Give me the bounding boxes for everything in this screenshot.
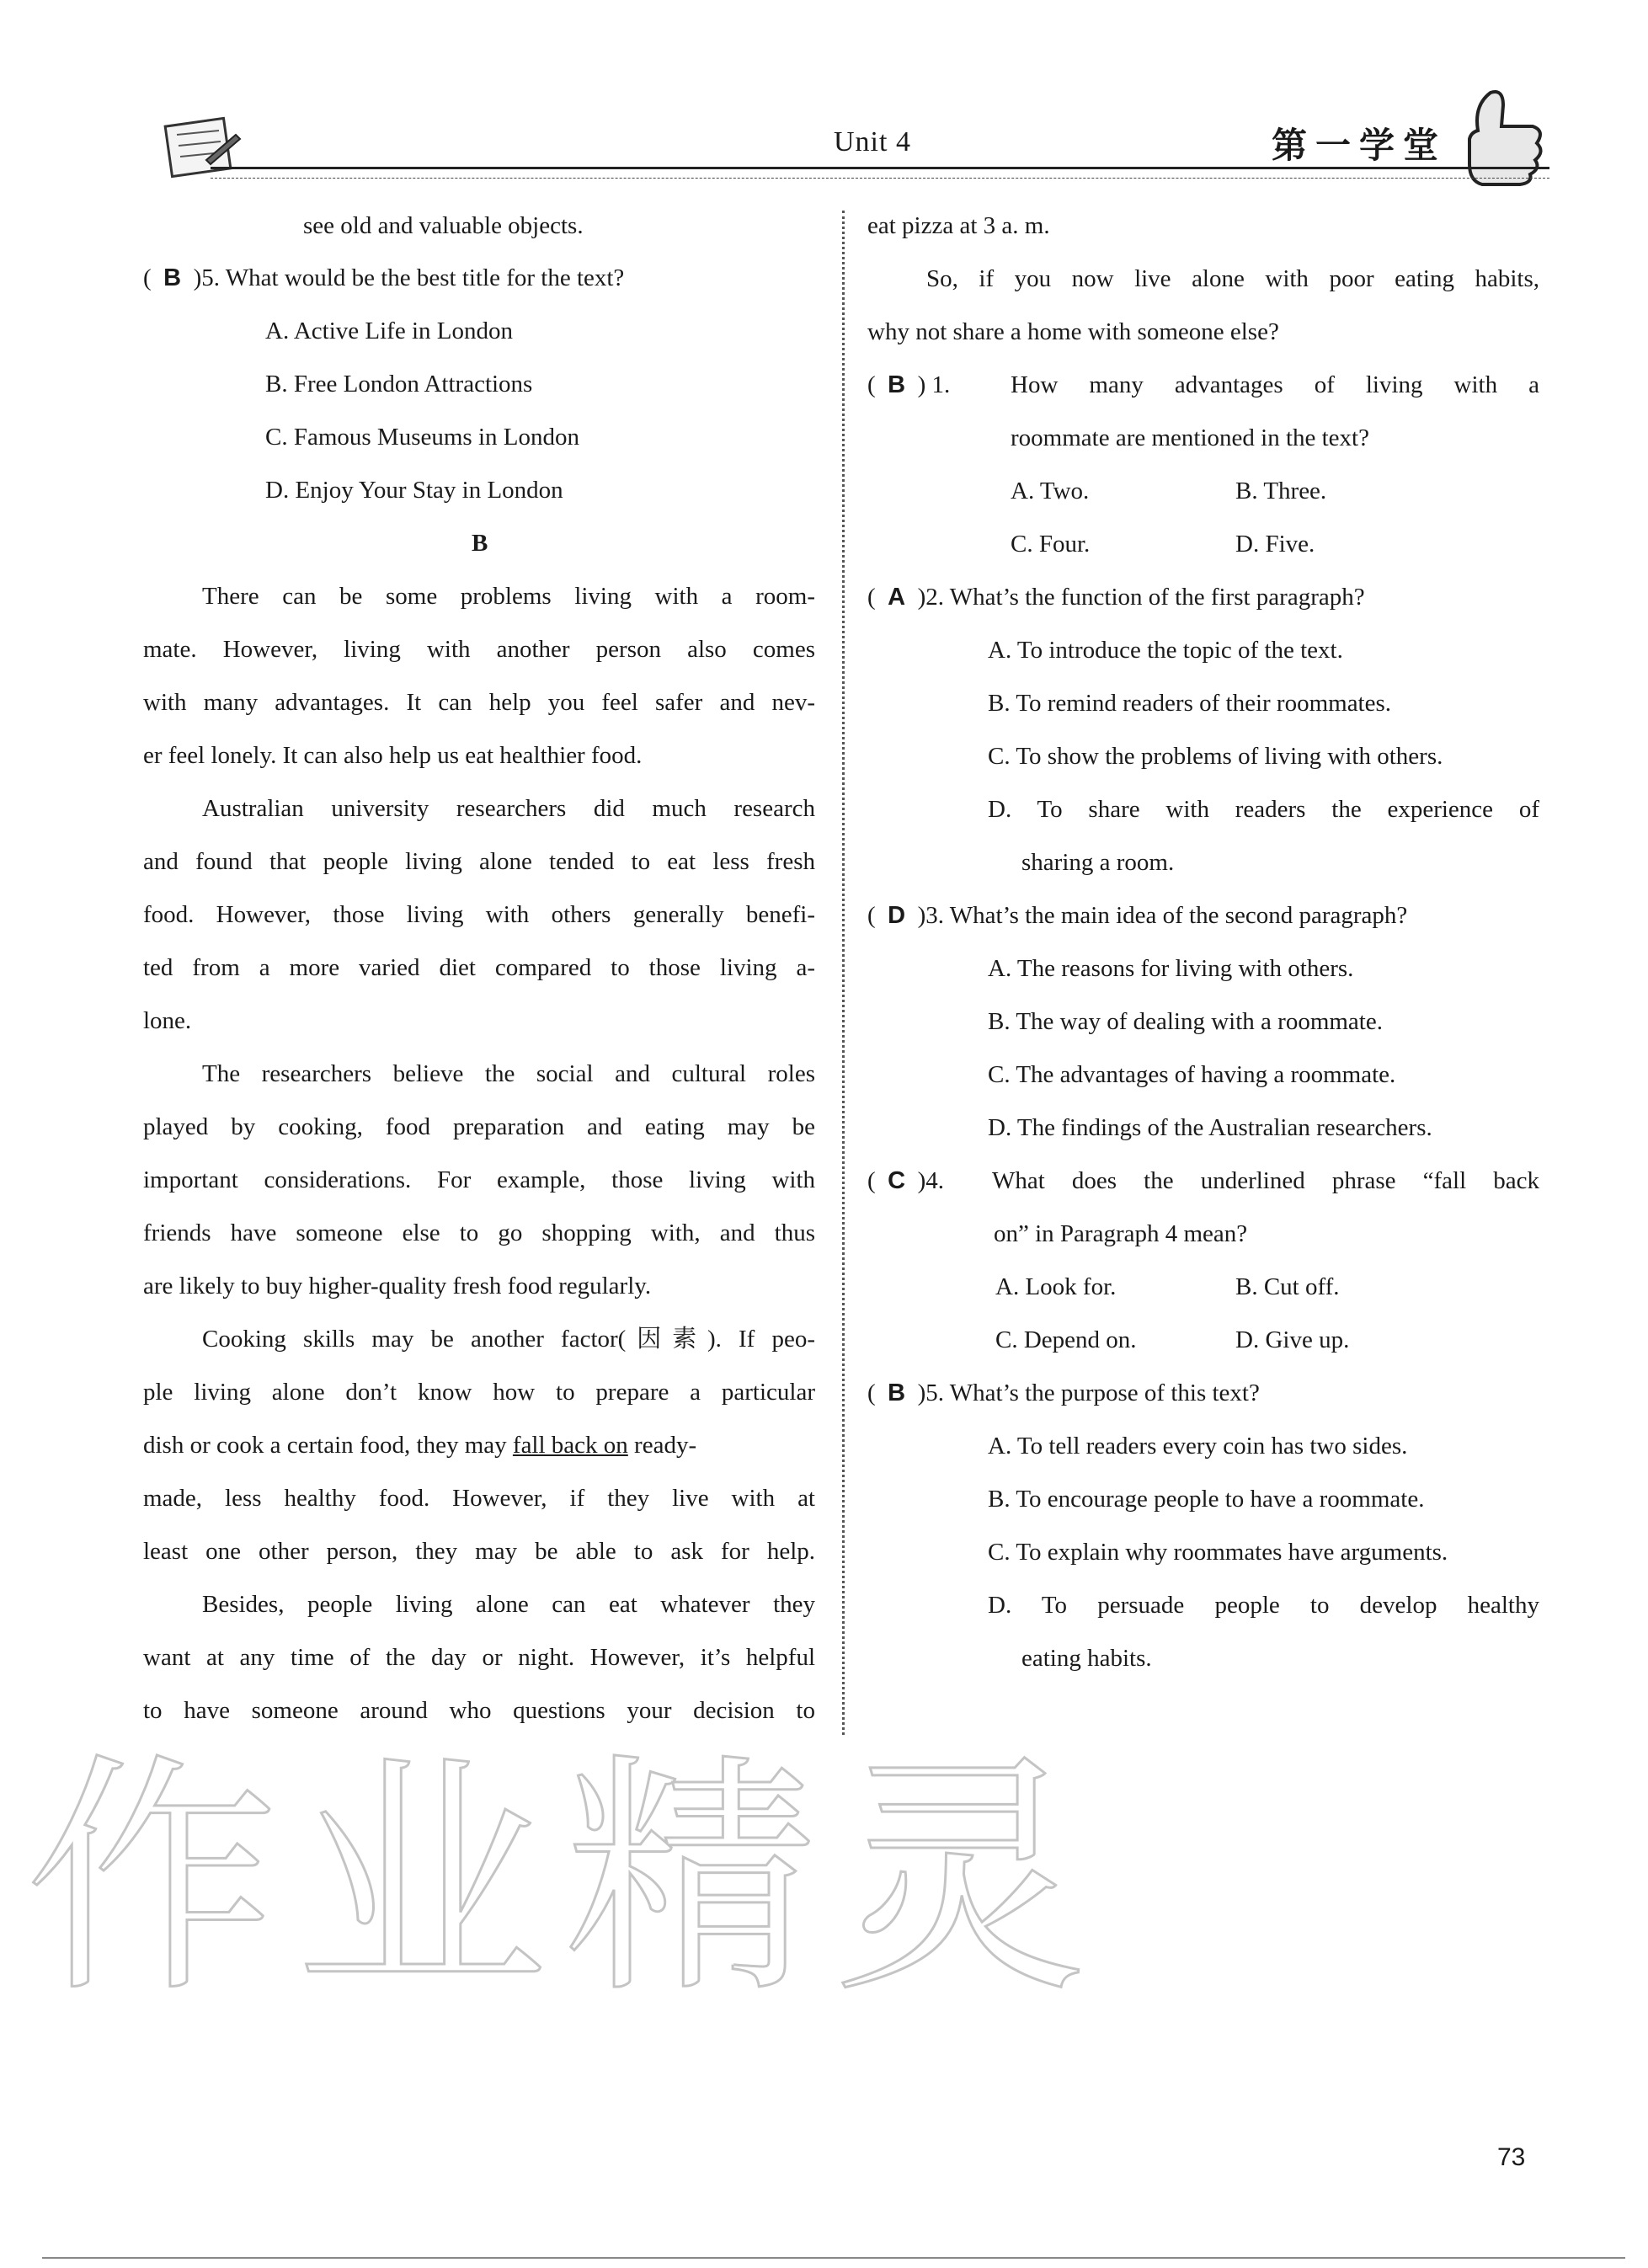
watermark: 作业精灵	[25, 1732, 1103, 2026]
option: A. Two.	[1011, 478, 1090, 504]
paragraph-line: The researchers believe the social and cultural roles	[202, 1060, 815, 1087]
question-2-stem: ( A )2. What’s the function of the first paragraph?	[867, 584, 1365, 611]
option: D. Enjoy Your Stay in London	[265, 477, 563, 504]
paragraph-line: to have someone around who questions your decision to	[143, 1697, 815, 1724]
paragraph-line: important considerations. For example, those living with	[143, 1166, 815, 1193]
paragraph-line: Cooking skills may be another factor(因素). If peo-	[202, 1326, 815, 1353]
option: B. The way of dealing with a roommate.	[988, 1008, 1383, 1035]
option: D. Give up.	[1235, 1326, 1350, 1353]
answer-mark: B	[163, 264, 182, 291]
page-header	[118, 109, 1549, 185]
option: C. Depend on.	[995, 1326, 1137, 1353]
option: C. Four.	[1011, 531, 1091, 558]
option: A. To introduce the topic of the text.	[988, 637, 1343, 664]
paragraph-line: dish or cook a certain food, they may fall back on ready-	[143, 1432, 697, 1459]
text-line: eat pizza at 3 a. m.	[867, 212, 1050, 239]
paragraph-line: food. However, those living with others generally benefi-	[143, 901, 815, 928]
paragraph-line: There can be some problems living with a room-	[202, 583, 815, 610]
option: B. Cut off.	[1235, 1273, 1340, 1300]
unit-title: Unit 4	[834, 126, 911, 157]
option: A. To tell readers every coin has two sides.	[988, 1433, 1408, 1460]
question-stem-text: on” in Paragraph 4 mean?	[994, 1220, 1248, 1247]
page-number: 73	[1497, 2143, 1526, 2171]
option: D. The findings of the Australian researchers.	[988, 1114, 1432, 1141]
bottom-rule	[42, 2257, 1625, 2259]
header-rule	[211, 167, 1549, 179]
option: D. To share with readers the experience of	[988, 796, 1539, 823]
answer-mark: B	[888, 371, 906, 398]
option: B. Free London Attractions	[265, 371, 533, 398]
paragraph-line: ted from a more varied diet compared to those living a-	[143, 954, 815, 981]
option: A. Look for.	[995, 1273, 1117, 1300]
paragraph-line: made, less healthy food. However, if they live with at	[143, 1485, 815, 1512]
paragraph-line: Besides, people living alone can eat whatever they	[202, 1591, 815, 1618]
paragraph-line: least one other person, they may be able to ask for help.	[143, 1538, 815, 1565]
option: B. To encourage people to have a roommate.	[988, 1486, 1425, 1513]
paragraph-line: Australian university researchers did much research	[202, 795, 815, 822]
paragraph-line: mate. However, living with another person also comes	[143, 636, 815, 663]
option: sharing a room.	[1021, 849, 1175, 876]
option: B. Three.	[1235, 478, 1327, 504]
paragraph-line: and found that people living alone tended to eat less fresh	[143, 848, 815, 875]
question-3-stem: ( D )3. What’s the main idea of the second paragraph?	[867, 902, 1408, 929]
underlined-phrase: fall back on	[512, 1432, 628, 1459]
paragraph-line: are likely to buy higher-quality fresh food regularly.	[143, 1273, 652, 1299]
text-line: see old and valuable objects.	[303, 212, 584, 239]
question-4-stem: ( C )4.	[867, 1167, 945, 1194]
answer-mark: A	[888, 584, 906, 611]
option: C. Famous Museums in London	[265, 424, 579, 451]
option: D. To persuade people to develop healthy	[988, 1592, 1539, 1619]
option: eating habits.	[1021, 1645, 1152, 1672]
option: C. To show the problems of living with others.	[988, 743, 1443, 770]
paragraph-line: er feel lonely. It can also help us eat healthier food.	[143, 742, 643, 769]
answer-mark: C	[888, 1167, 906, 1194]
question-5-stem: ( B )5. What would be the best title for the text?	[143, 264, 625, 291]
brand-title: 第一学堂	[1272, 125, 1448, 166]
paragraph-line: lone.	[143, 1007, 192, 1034]
option: A. Active Life in London	[265, 318, 513, 344]
paragraph-line: ple living alone don’t know how to prepare a particular	[143, 1379, 815, 1406]
paragraph-line: So, if you now live alone with poor eating habits,	[926, 265, 1539, 292]
question-5-stem: ( B )5. What’s the purpose of this text?	[867, 1379, 1260, 1406]
option: D. Five.	[1235, 531, 1315, 558]
paragraph-line: played by cooking, food preparation and eating may be	[143, 1113, 815, 1140]
option: C. To explain why roommates have arguments.	[988, 1539, 1448, 1566]
question-1-stem: ( B ) 1.	[867, 371, 951, 398]
paragraph-line: friends have someone else to go shopping with, and thus	[143, 1219, 815, 1246]
column-divider	[842, 211, 845, 1735]
section-heading: B	[472, 530, 488, 557]
option: A. The reasons for living with others.	[988, 955, 1354, 982]
option: B. To remind readers of their roommates.	[988, 690, 1392, 717]
paragraph-line: want at any time of the day or night. However, it’s helpful	[143, 1644, 815, 1671]
option: C. The advantages of having a roommate.	[988, 1061, 1396, 1088]
paragraph-line: why not share a home with someone else?	[867, 318, 1279, 345]
question-stem-text: roommate are mentioned in the text?	[1011, 424, 1369, 451]
answer-mark: B	[888, 1379, 906, 1406]
question-stem-text: How many advantages of living with a	[1011, 371, 1539, 398]
paragraph-line: with many advantages. It can help you feel safer and nev-	[143, 689, 815, 716]
answer-mark: D	[888, 902, 906, 929]
question-stem-text: What does the underlined phrase “fall back	[992, 1167, 1539, 1194]
